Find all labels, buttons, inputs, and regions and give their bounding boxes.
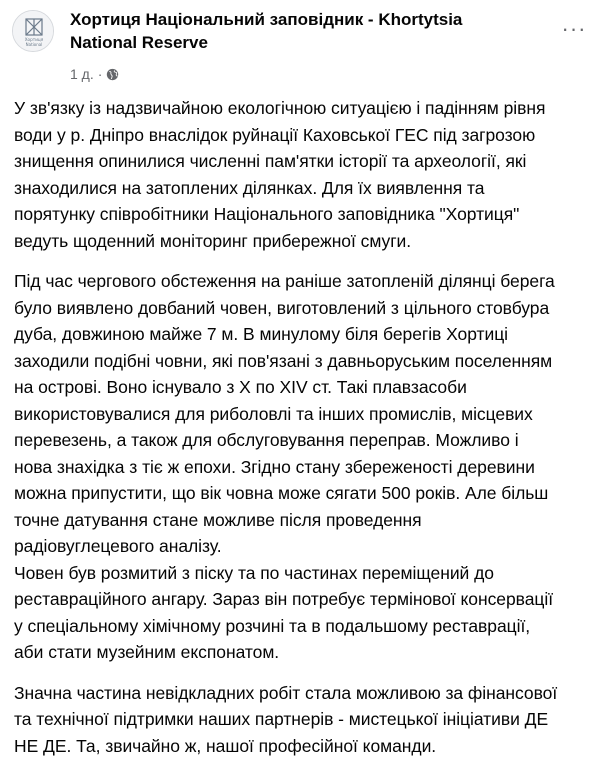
- text-line: НЕ ДЕ. Та, звичайно ж, нашої професійної команди.: [14, 733, 600, 759]
- page-name-line1: Хортиця Національний заповідник - Khortytsia: [70, 8, 540, 31]
- page-name-line2: National Reserve: [70, 31, 540, 54]
- text-line: ведуть щоденний моніторинг прибережної смуги.: [14, 228, 600, 255]
- text-line: дуба, довжиною майже 7 м. В минулому біля берегів Хортиці: [14, 321, 600, 348]
- avatar-text-line1: Хортиця: [25, 37, 44, 42]
- text-line: радіовуглецевого аналізу.: [14, 533, 600, 560]
- avatar-logo-icon: [13, 11, 54, 52]
- text-line: та технічної підтримки наших партнерів - мистецької ініціативи ДЕ: [14, 706, 600, 733]
- text-line: нова знахідка з тіє ж епохи. Згідно стану збереженості деревини: [14, 454, 600, 481]
- text-line: було виявлено довбаний човен, виготовлений з цільного стовбура: [14, 295, 600, 322]
- globe-icon[interactable]: [106, 68, 119, 81]
- text-line: можна припустити, що вік човна може сягати 500 років. Але більш: [14, 480, 600, 507]
- text-line: У зв'язку із надзвичайною екологічною ситуацією і падінням рівня: [14, 95, 600, 122]
- post-timestamp[interactable]: 1 д.: [70, 66, 94, 82]
- text-line: Човен був розмитий з піску та по частинах переміщений до: [14, 560, 600, 587]
- text-line: на острові. Воно існувало з X по XIV ст. Такі плавзасоби: [14, 374, 600, 401]
- text-line: Під час чергового обстеження на раніше затопленій ділянці берега: [14, 268, 600, 295]
- text-line: реставраційного ангару. Зараз він потребує термінової консервації: [14, 586, 600, 613]
- text-line: у спеціальному хімічному розчині та в подальшому реставрації,: [14, 613, 600, 640]
- text-line: знищення опинилися численні пам'ятки історії та археології, які: [14, 148, 600, 175]
- more-options-button[interactable]: [556, 20, 592, 48]
- page-avatar[interactable]: [12, 10, 54, 52]
- text-line: використовувалися для риболовлі та інших промислів, місцевих: [14, 401, 600, 428]
- text-line: точне датування стане можливе після проведення: [14, 507, 600, 534]
- paragraph-2: [14, 268, 600, 666]
- page-name-link[interactable]: [70, 8, 540, 54]
- text-line: знаходилися на затоплених ділянках. Для їх виявлення та: [14, 175, 600, 202]
- text-line: води у р. Дніпро внаслідок руйнації Каховської ГЕС під загрозою: [14, 122, 600, 149]
- meta-separator: ·: [98, 66, 103, 82]
- text-line: порятунку співробітники Національного заповідника "Хортиця": [14, 201, 600, 228]
- text-line: аби стати музейним експонатом.: [14, 639, 600, 666]
- paragraph-3: [14, 680, 600, 759]
- text-line: перевезень, а також для обслуговування переправ. Можливо і: [14, 427, 600, 454]
- text-line: Значна частина невідкладних робіт стала можливою за фінансової: [14, 680, 600, 707]
- post-header: [0, 0, 608, 92]
- more-horizontal-icon: ···: [562, 24, 587, 34]
- post-meta: [70, 64, 119, 84]
- avatar-text-line2: National: [26, 42, 43, 47]
- paragraph-1: [14, 95, 600, 254]
- post-text: [14, 95, 600, 759]
- text-line: заходили подібні човни, які пов'язані з давньоруським поселенням: [14, 348, 600, 375]
